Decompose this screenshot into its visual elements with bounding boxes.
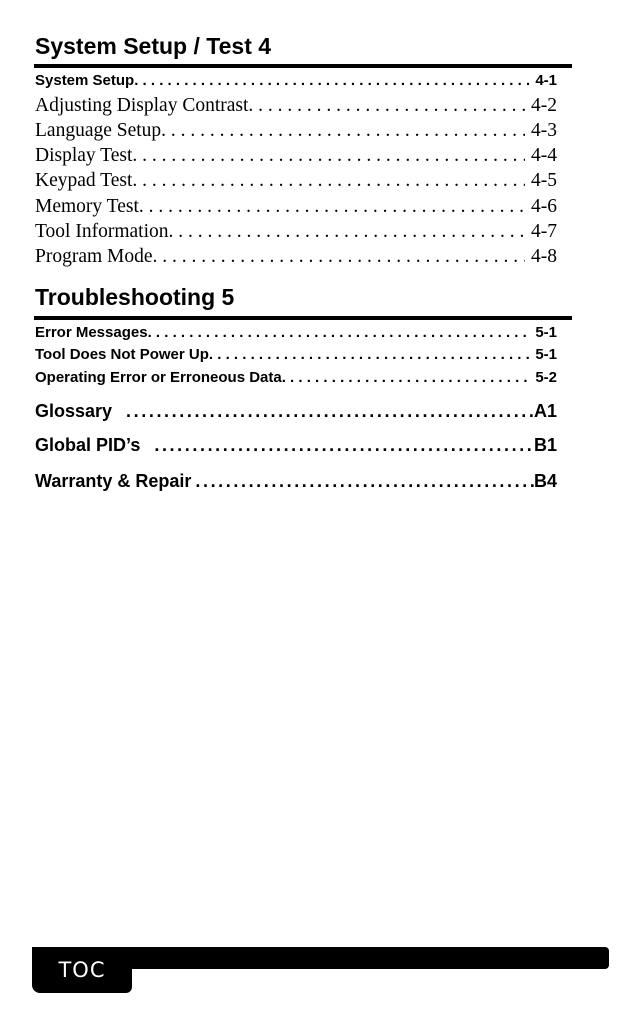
toc-entry-label: Glossary (35, 401, 113, 421)
toc-entry-tool-information[interactable] (35, 219, 557, 244)
toc-entry-page: 4-1 (535, 72, 557, 89)
toc-entry-memory-test[interactable] (35, 194, 557, 219)
toc-entry-label: Tool Information (35, 221, 169, 242)
section-rule (34, 316, 572, 320)
leader-dots (132, 168, 525, 193)
section-title-system-setup: System Setup / Test 4 (35, 33, 272, 59)
toc-entry-keypad-test[interactable] (35, 168, 557, 193)
leader-dots (132, 143, 525, 168)
toc-entry-system-setup[interactable] (35, 70, 557, 92)
toc-entry-glossary[interactable] (35, 399, 557, 423)
toc-entry-page: 4-2 (531, 95, 557, 116)
toc-entry-adjusting-display-contrast[interactable] (35, 93, 557, 118)
toc-entry-page: B4 (533, 471, 557, 491)
toc-entry-label: Global PID’s (35, 435, 141, 455)
toc-entry-page: 4-4 (531, 145, 557, 166)
section-rule (34, 64, 572, 68)
leader-dots (282, 367, 530, 389)
toc-entry-page: 5-1 (535, 324, 557, 341)
leader-dots (148, 322, 530, 344)
toc-entry-global-pids[interactable] (35, 433, 557, 457)
toc-entry-page: 5-1 (535, 346, 557, 363)
toc-entry-tool-does-not-power-up[interactable] (35, 344, 557, 366)
toc-tab-label[interactable]: TOC (58, 958, 106, 982)
toc-entry-language-setup[interactable] (35, 118, 557, 143)
toc-entry-page: 4-3 (531, 120, 557, 141)
toc-entry-label: Display Test (35, 145, 133, 166)
toc-entry-label: Adjusting Display Contrast (35, 95, 249, 116)
leader-dots (140, 433, 534, 457)
toc-entry-page: 4-8 (531, 246, 557, 267)
toc-entry-page: 5-2 (535, 369, 557, 386)
toc-entry-label: Tool Does Not Power Up (35, 346, 209, 363)
leader-dots (209, 344, 529, 366)
toc-entry-page: B1 (533, 435, 557, 455)
toc-entry-error-messages[interactable] (35, 322, 557, 344)
leader-dots (168, 219, 525, 244)
leader-dots (153, 244, 525, 269)
toc-entry-page: A1 (533, 401, 557, 421)
leader-dots (112, 399, 534, 423)
section-title-troubleshooting: Troubleshooting 5 (35, 284, 235, 310)
leader-dots (161, 118, 525, 143)
toc-entry-operating-error[interactable] (35, 367, 557, 389)
leader-dots (139, 194, 525, 219)
leader-dots (191, 469, 534, 493)
toc-entry-label: System Setup (35, 72, 135, 89)
toc-entry-label: Program Mode (35, 246, 153, 267)
toc-entry-label: Error Messages (35, 324, 148, 341)
toc-entry-page: 4-6 (531, 196, 557, 217)
toc-entry-label: Language Setup (35, 120, 162, 141)
toc-entry-label: Operating Error or Erroneous Data (35, 369, 282, 386)
leader-dots (134, 70, 529, 92)
toc-entry-page: 4-5 (531, 170, 557, 191)
leader-dots (248, 93, 525, 118)
toc-entry-label: Memory Test (35, 196, 139, 217)
toc-entry-label: Keypad Test (35, 170, 133, 191)
toc-entry-program-mode[interactable] (35, 244, 557, 269)
toc-entry-warranty-repair[interactable] (35, 469, 557, 493)
toc-entry-display-test[interactable] (35, 143, 557, 168)
toc-entry-page: 4-7 (531, 221, 557, 242)
toc-entry-label: Warranty & Repair (35, 471, 192, 491)
